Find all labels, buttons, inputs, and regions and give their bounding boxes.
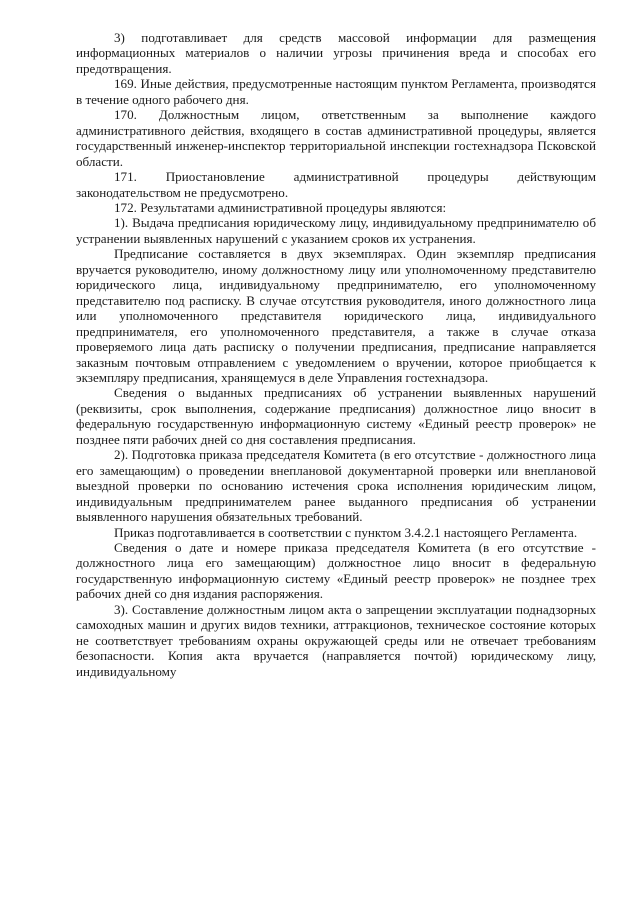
paragraph-172: 172. Результатами административной процедуры являются: (114, 199, 447, 215)
paragraph-order-register: Сведения о дате и номере приказа председателя Комитета (в его отсутствие - должностного лица его замещающим) должностное лицо вносит в федеральную государственную информационную систему «Единый реестр проверок» не позднее трех рабочих дней со дня издания распоряжения. (76, 539, 596, 602)
paragraph-item-3-notice: 3) подготавливает для средств массовой информации для размещения информационных материалов о наличии угрозы причинения вреда и способах его предотвращения. (76, 30, 596, 76)
paragraph-170: 170. Должностным лицом, ответственным за выполнение каждого административного действия, входящего в состав административной процедуры, является государственный инженер-инспектор территориальной инспекции гостехнадзора Псковской области. (76, 107, 596, 169)
paragraph-result-2: 2). Подготовка приказа председателя Комитета (в его отсутствие - должностного лица его замещающим) о проведении внеплановой документарной проверки или внеплановой выездной проверки по основанию истечения срока исполнения юридическим лицом, индивидуальным предпринимателем ранее выданного предписания об устранении выявленного нарушения обязательных требований. (76, 447, 596, 525)
paragraph-prescription-register: Сведения о выданных предписаниях об устранении выявленных нарушений (реквизиты, срок выполнения, содержание предписания) должностное лицо вносит в федеральную государственную информационную систему «Единый реестр проверок» не позднее пяти рабочих дней со дня составления предписания. (76, 385, 596, 447)
document-page (76, 30, 596, 679)
paragraph-prescription-copies: Предписание составляется в двух экземплярах. Один экземпляр предписания вручается руководителю, иному должностному лицу или уполномоченному представителю юридического лица, индивидуальному предпринимателю, его уполномоченному представителю под расписку. В случае отсутствия руководителя, иного должностного лица или уполномоченного представителя юридического лица, индивидуального предпринимателя, его уполномоченного представителя, а также в случае отказа проверяемого лица дать расписку о получении предписания, предписание направляется заказным почтовым отправлением с уведомлением о вручении, которое приобщается к экземпляру предписания, хранящемуся в деле Управления гостехнадзора. (76, 246, 596, 385)
paragraph-result-1: 1). Выдача предписания юридическому лицу, индивидуальному предпринимателю об устранении выявленных нарушений с указанием сроков их устранения. (76, 215, 596, 246)
paragraph-171: 171. Приостановление административной процедуры действующим законодательством не предусмотрено. (76, 169, 596, 200)
paragraph-result-3: 3). Составление должностным лицом акта о запрещении эксплуатации поднадзорных самоходных машин и других видов техники, аттракционов, техническое состояние которых не соответствует требованиям охраны окружающей среды или не отвечает требованиям безопасности. Копия акта вручается (направляется почтой) юридическому лицу, индивидуальному (76, 601, 596, 679)
paragraph-order-preparation: Приказ подготавливается в соответствии с пунктом 3.4.2.1 настоящего Регламента. (114, 524, 578, 540)
paragraph-169: 169. Иные действия, предусмотренные настоящим пунктом Регламента, производятся в течение одного рабочего дня. (76, 76, 596, 107)
